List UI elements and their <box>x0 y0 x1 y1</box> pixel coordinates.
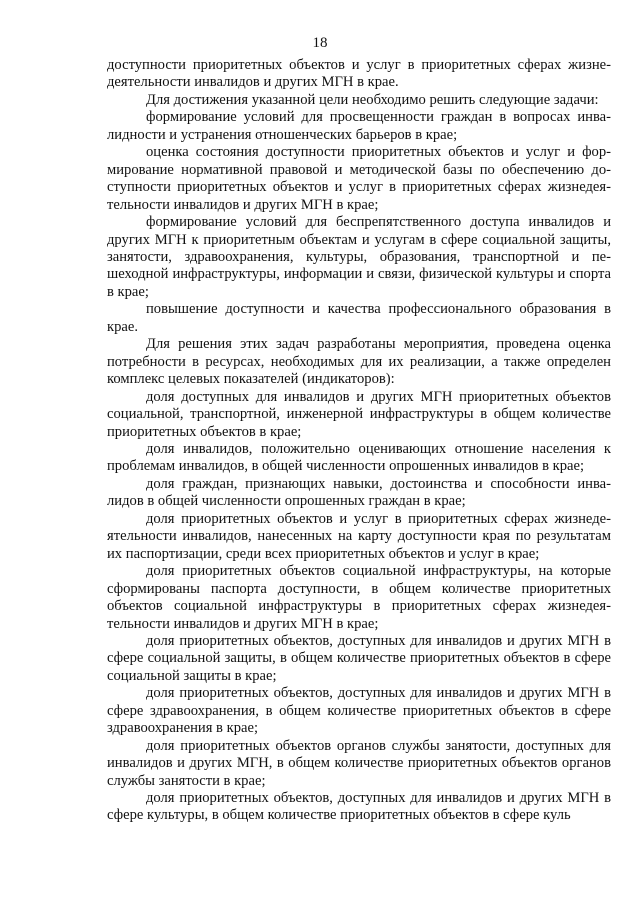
paragraph-indicator-citizens: доля граждан, признающих навыки, достоинства и способности инвалидов в общей численности опрошенных граждан в крае; <box>107 475 611 510</box>
paragraph-indicator-social-protection: доля приоритетных объектов, доступных для инвалидов и других МГН в сфере социальной защиты, в общем количестве приоритетных объектов в сфере социальной защиты в крае; <box>107 632 611 684</box>
paragraph-goal-continuation: доступности приоритетных объектов и услуг в приоритетных сферах жизнедеятельности инвалидов и других МГН в крае. <box>107 57 611 91</box>
paragraph-indicator-passports: доля приоритетных объектов социальной инфраструктуры, на которые сформированы паспорта доступности, в общем количестве приоритетных объектов социальной инфраструктуры в приоритетных сферах жизнедеятельности инвалидов и других МГН в крае; <box>107 563 611 632</box>
paragraph-task-education: повышение доступности и качества профессионального образования в крае. <box>107 301 611 335</box>
paragraph-indicator-employment: доля приоритетных объектов органов службы занятости, доступных для инвалидов и других МГН, в общем количестве приоритетных объектов органов службы занятости в крае; <box>107 737 611 789</box>
paragraph-indicator-accessibility-map: доля приоритетных объектов и услуг в приоритетных сферах жизнедеятельности инвалидов, нанесенных на карту доступности края по результатам их паспортизации, среди всех приоритетных объектов и услуг в крае; <box>107 510 611 562</box>
paragraph-tasks-intro: Для достижения указанной цели необходимо решить следующие задачи: <box>146 91 599 108</box>
paragraph-indicators-intro: Для решения этих задач разработаны мероприятия, проведена оценка потребности в ресурсах, необходимых для их реализации, а также определен комплекс целевых показателей (индикаторов): <box>107 336 611 388</box>
paragraph-task-awareness: формирование условий для просвещенности граждан в вопросах инвалидности и устранения отношенческих барьеров в крае; <box>107 109 611 143</box>
paragraph-indicator-healthcare: доля приоритетных объектов, доступных для инвалидов и других МГН в сфере здравоохранения, в общем количестве приоритетных объектов в сфере здравоохранения в крае; <box>107 685 611 737</box>
paragraph-task-assessment: оценка состояния доступности приоритетных объектов и услуг и формирование нормативной правовой и методической базы по обеспечению доступности приоритетных объектов и услуг в приоритетных сферах жизнедеятельности инвалидов и других МГН в крае; <box>107 144 611 213</box>
paragraph-indicator-culture: доля приоритетных объектов, доступных для инвалидов и других МГН в сфере культуры, в общем количестве приоритетных объектов в сфере куль <box>107 790 611 824</box>
paragraph-indicator-positive-attitude: доля инвалидов, положительно оценивающих отношение населения к проблемам инвалидов, в общей численности опрошенных инвалидов в крае; <box>107 440 611 475</box>
document-body <box>107 57 611 825</box>
page-number: 18 <box>312 35 328 51</box>
paragraph-indicator-infrastructure: доля доступных для инвалидов и других МГН приоритетных объектов социальной, транспортной, инженерной инфраструктуры в общем количестве приоритетных объектов в крае; <box>107 388 611 440</box>
paragraph-task-access-conditions: формирование условий для беспрепятственного доступа инвалидов и других МГН к приоритетным объектам и услугам в сфере социальной защиты, занятости, здравоохранения, культуры, образования, транспортной и пешеходной инфраструктуры, информации и связи, физической культуры и спорта в крае; <box>107 214 611 300</box>
